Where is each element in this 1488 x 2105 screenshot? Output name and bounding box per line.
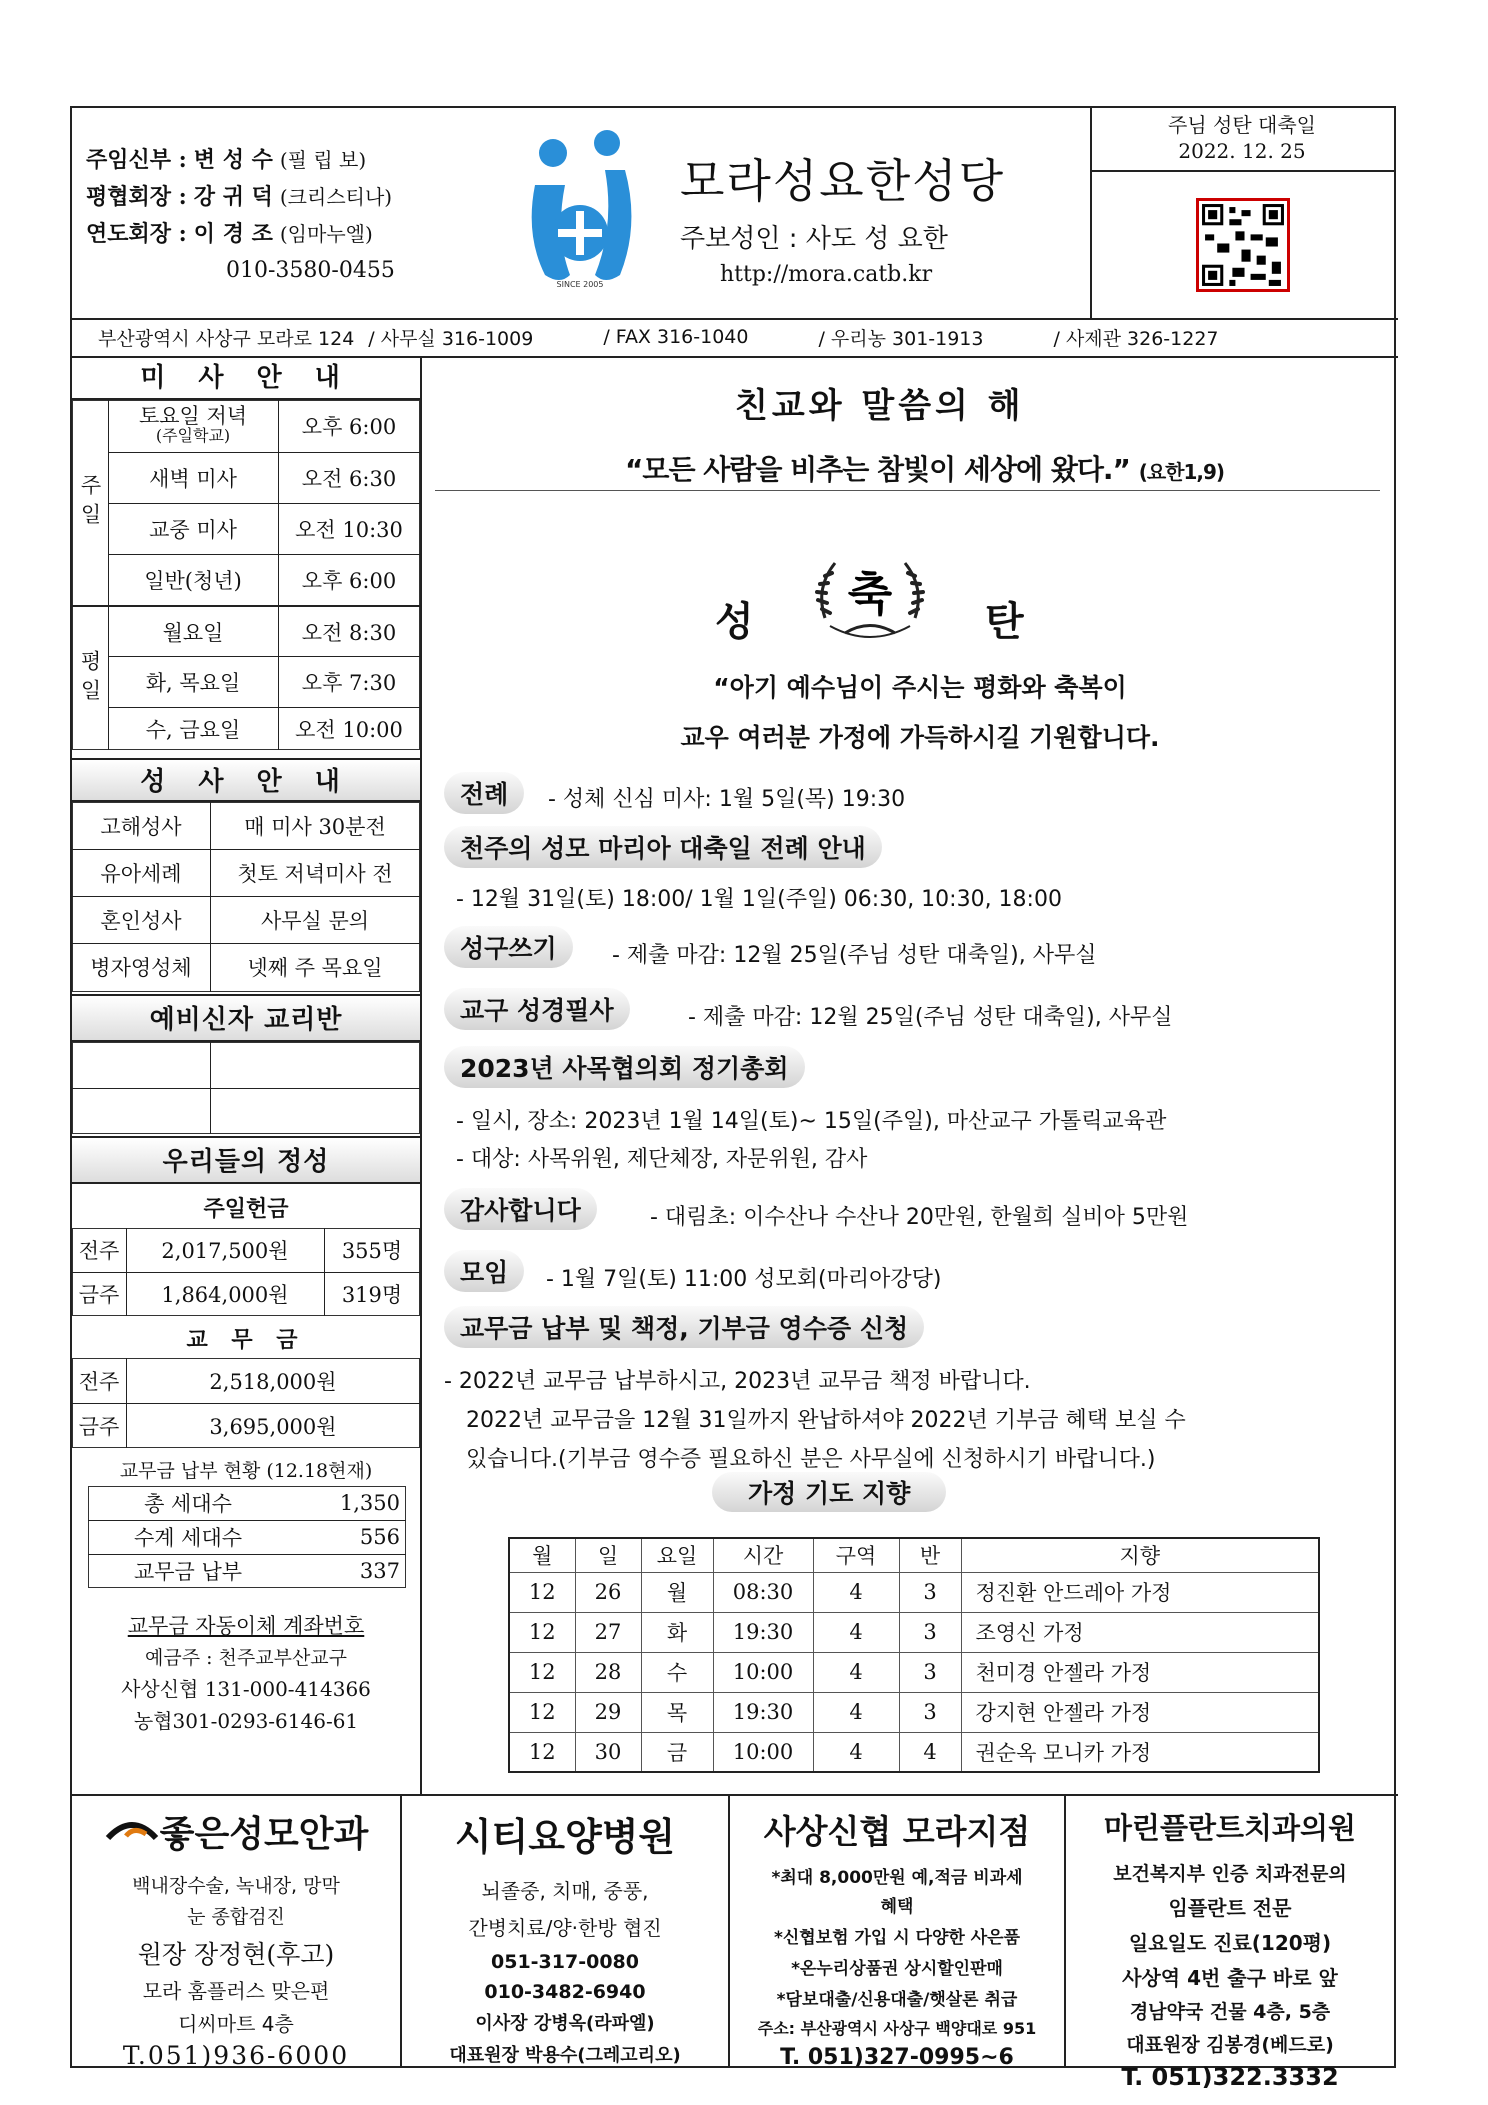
prayer-intention: 권순옥 모니카 가정 bbox=[961, 1732, 1319, 1772]
prayer-intention: 천미경 안젤라 가정 bbox=[961, 1652, 1319, 1692]
wreath-icon bbox=[805, 548, 935, 648]
quote-rule bbox=[435, 490, 1380, 491]
ad-line: 혜택 bbox=[880, 1897, 914, 1917]
item-transcription-title: 교구 성경필사 bbox=[444, 988, 630, 1030]
date-box bbox=[1090, 108, 1394, 172]
sacrament-value: 사무실 문의 bbox=[260, 908, 370, 933]
account-number-2: 농협301-0293-6146-61 bbox=[133, 1708, 359, 1733]
account-number-1: 사상신협 131-000-414366 bbox=[121, 1676, 371, 1701]
ad-line: *신협보험 가입 시 다양한 사은품 bbox=[773, 1928, 1021, 1948]
prayer-month: 12 bbox=[509, 1612, 575, 1652]
church-logo-icon bbox=[515, 125, 645, 290]
staff-pastor: 주임신부 : 변 성 수 (필 립 보) bbox=[86, 147, 367, 173]
item-mary-note: - 12월 31일(토) 18:00/ 1월 1일(주일) 06:30, 10:30, 18:00 bbox=[456, 887, 1062, 912]
ad-line: 이사장 강병옥(라파엘) bbox=[475, 2013, 655, 2034]
sacrament-name: 고해성사 bbox=[100, 814, 182, 839]
sacrament-value: 넷째 주 목요일 bbox=[247, 955, 383, 980]
sacrament-name: 병자영성체 bbox=[90, 955, 192, 980]
item-meeting-title: 모임 bbox=[444, 1250, 524, 1292]
mass-time: 오후 6:00 bbox=[301, 415, 397, 439]
ad-line: 010-3482-6940 bbox=[484, 1981, 646, 2003]
ad-eye-header bbox=[72, 1806, 400, 1857]
mass-title: 미 사 안 내 bbox=[140, 363, 352, 393]
mass-name: 수, 금요일 bbox=[145, 717, 241, 742]
status-value: 1,350 bbox=[339, 1491, 400, 1515]
offering-week: 전주 bbox=[78, 1239, 120, 1263]
prayer-day: 29 bbox=[575, 1692, 641, 1732]
ad-dental-title: 마린플란트치과의원 bbox=[1103, 1811, 1357, 1845]
prayer-day: 30 bbox=[575, 1732, 641, 1772]
item-liturgy-note: - 성체 신심 미사: 1월 5일(목) 19:30 bbox=[548, 787, 906, 812]
ad-line: 눈 종합검진 bbox=[187, 1906, 285, 1928]
ad-line: 일요일도 진료(120평) bbox=[1128, 1931, 1332, 1955]
catechumen-title: 예비신자 교리반 bbox=[72, 994, 420, 1042]
prayer-time: 10:00 bbox=[713, 1732, 813, 1772]
blessing-line-2: 교우 여러분 가정에 가득하시길 기원합니다. bbox=[680, 723, 1160, 752]
prayer-time: 08:30 bbox=[713, 1572, 813, 1612]
offering-amount: 1,864,000원 bbox=[161, 1283, 289, 1307]
sacrament-value: 첫토 저녁미사 전 bbox=[237, 861, 393, 886]
patron-saint: 주보성인 : 사도 성 요한 bbox=[680, 224, 948, 254]
ad-line: 백내장수술, 녹내장, 망막 bbox=[132, 1875, 340, 1897]
cat-row-rule bbox=[72, 1088, 420, 1089]
ad-line: *최대 8,000만원 예,적금 비과세 bbox=[771, 1868, 1023, 1888]
item-thanks-note: - 대림초: 이수산나 수산나 20만원, 한월희 실비아 5만원 bbox=[650, 1205, 1189, 1230]
item-council-title: 2023년 사목협의회 정기총회 bbox=[444, 1046, 805, 1088]
ad-line: T. 051)327-0995~6 bbox=[780, 2045, 1014, 2070]
prayer-month: 12 bbox=[509, 1692, 575, 1732]
prayer-month: 12 bbox=[509, 1652, 575, 1692]
table-row bbox=[509, 1732, 1319, 1772]
item-dues-note-3: 있습니다.(기부금 영수증 필요하신 분은 사무실에 신청하시기 바랍니다.) bbox=[466, 1447, 1156, 1472]
left-column-divider bbox=[420, 356, 422, 1794]
status-label: 교무금 납부 bbox=[133, 1560, 243, 1584]
year-quote: “모든 사람을 비추는 참빛이 세상에 왔다.” (요한1,9) bbox=[625, 453, 1225, 486]
prayer-intention: 강지현 안젤라 가정 bbox=[961, 1692, 1319, 1732]
prayer-title: 가정 기도 지향 bbox=[712, 1472, 946, 1512]
mass-time: 오전 10:00 bbox=[295, 717, 403, 742]
prayer-district: 4 bbox=[813, 1652, 899, 1692]
item-bible-verse-title: 성구쓰기 bbox=[444, 926, 573, 968]
prayer-group: 3 bbox=[899, 1572, 961, 1612]
ad-line: 대표원장 박용수(그레고리오) bbox=[449, 2045, 681, 2066]
address: 부산광역시 사상구 모라로 124 bbox=[98, 327, 355, 350]
sunday-label: 주일 bbox=[78, 473, 102, 532]
prayer-weekday: 목 bbox=[641, 1692, 713, 1732]
prayer-group: 3 bbox=[899, 1612, 961, 1652]
prayer-weekday: 월 bbox=[641, 1572, 713, 1612]
prayer-time: 19:30 bbox=[713, 1612, 813, 1652]
status-value: 556 bbox=[359, 1525, 400, 1549]
prayer-group: 4 bbox=[899, 1732, 961, 1772]
account-title: 교무금 자동이체 계좌번호 bbox=[127, 1614, 365, 1638]
prayer-weekday: 화 bbox=[641, 1612, 713, 1652]
table-row bbox=[509, 1692, 1319, 1732]
ad-eye-title: 좋은성모안과 bbox=[159, 1814, 369, 1855]
sacrament-name: 유아세례 bbox=[100, 861, 182, 886]
status-label: 수계 세대수 bbox=[133, 1526, 243, 1550]
dues-week: 전주 bbox=[78, 1369, 120, 1394]
mass-sunday-row: 토요일 저녁 (주일학교) bbox=[138, 404, 248, 445]
item-council-note-1: - 일시, 장소: 2023년 1월 14일(토)~ 15일(주일), 마산교구 가톨릭교육관 bbox=[456, 1109, 1167, 1134]
item-liturgy-title: 전례 bbox=[444, 772, 524, 814]
mass-time: 오전 10:30 bbox=[295, 517, 403, 542]
account-holder: 예금주 : 천주교부산교구 bbox=[144, 1646, 348, 1669]
offering-count: 319명 bbox=[341, 1283, 403, 1307]
ad-dental-clinic bbox=[1066, 1794, 1394, 2091]
mass-time: 오후 7:30 bbox=[301, 670, 397, 695]
prayer-intention: 정진환 안드레아 가정 bbox=[961, 1572, 1319, 1612]
prayer-table bbox=[508, 1537, 1320, 1773]
address-bottom-rule bbox=[70, 356, 1398, 358]
ad-credit-title: 사상신협 모라지점 bbox=[763, 1812, 1031, 1851]
table-row bbox=[509, 1572, 1319, 1612]
item-bible-verse-note: - 제출 마감: 12월 25일(주님 성탄 대축일), 사무실 bbox=[612, 943, 1097, 968]
offerings-title: 우리들의 정성 bbox=[72, 1136, 420, 1184]
col-intention: 지향 bbox=[961, 1538, 1319, 1572]
mass-time: 오전 6:30 bbox=[301, 466, 397, 491]
ad-city-hospital bbox=[402, 1794, 728, 2068]
dues-status-title: 교무금 납부 현황 (12.18현재) bbox=[119, 1459, 373, 1482]
blessing-line-1: “아기 예수님이 주시는 평화와 축복이 bbox=[713, 673, 1127, 702]
dues-amount: 2,518,000원 bbox=[209, 1369, 337, 1394]
prayer-district: 4 bbox=[813, 1612, 899, 1652]
church-name: 모라성요한성당 bbox=[680, 154, 1006, 208]
prayer-weekday: 수 bbox=[641, 1652, 713, 1692]
ad-line: 모라 홈플러스 맞은편 bbox=[142, 1979, 330, 2003]
ad-line: T.051)936-6000 bbox=[122, 2041, 350, 2070]
table-row bbox=[509, 1652, 1319, 1692]
ad-line: 대표원장 김봉경(베드로) bbox=[1126, 2034, 1334, 2056]
sacraments-title: 성 사 안 내 bbox=[72, 758, 420, 802]
ad-line: T. 051)322.3332 bbox=[1121, 2063, 1339, 2091]
item-meeting-note: - 1월 7일(토) 11:00 성모회(마리아강당) bbox=[546, 1267, 942, 1292]
offering-amount: 2,017,500원 bbox=[161, 1239, 289, 1263]
ad-line: 디씨마트 4층 bbox=[178, 2012, 294, 2036]
ad-line: 간병치료/양·한방 협진 bbox=[468, 1916, 662, 1940]
col-time: 시간 bbox=[713, 1538, 813, 1572]
dues-title: 교 무 금 bbox=[186, 1327, 306, 1353]
ad-credit-union bbox=[730, 1794, 1064, 2068]
address-bar bbox=[72, 318, 1394, 356]
ad-line: 보건복지부 인증 치과전문의 bbox=[1113, 1863, 1347, 1885]
prayer-district: 4 bbox=[813, 1732, 899, 1772]
mass-time: 오후 6:00 bbox=[301, 568, 397, 593]
ad-line: 뇌졸중, 치매, 중풍, bbox=[481, 1879, 649, 1903]
prayer-group: 3 bbox=[899, 1652, 961, 1692]
prayer-intention: 조영신 가정 bbox=[961, 1612, 1319, 1652]
fax: / FAX 316-1040 bbox=[603, 326, 749, 348]
prayer-time: 10:00 bbox=[713, 1652, 813, 1692]
xmas-center-char: 축 bbox=[847, 567, 893, 621]
urinong-phone: / 우리농 301-1913 bbox=[818, 327, 984, 350]
staff-list bbox=[86, 142, 395, 289]
rectory-phone: / 사제관 326-1227 bbox=[1053, 327, 1219, 350]
prayer-day: 26 bbox=[575, 1572, 641, 1612]
sacrament-name: 혼인성사 bbox=[100, 908, 182, 933]
status-value: 337 bbox=[359, 1559, 400, 1583]
item-dues-title: 교무금 납부 및 책정, 기부금 영수증 신청 bbox=[444, 1306, 924, 1348]
mass-time: 오전 8:30 bbox=[301, 620, 397, 645]
prayer-day: 27 bbox=[575, 1612, 641, 1652]
item-dues-note-2: 2022년 교무금을 12월 31일까지 완납하셔야 2022년 기부금 혜택 보실 수 bbox=[466, 1408, 1186, 1433]
offering-week: 금주 bbox=[78, 1283, 120, 1307]
office-phone: / 사무실 316-1009 bbox=[368, 327, 534, 350]
bulletin-date: 2022. 12. 25 bbox=[1178, 139, 1306, 163]
prayer-weekday: 금 bbox=[641, 1732, 713, 1772]
item-transcription-note: - 제출 마감: 12월 25일(주님 성탄 대축일), 사무실 bbox=[688, 1005, 1173, 1030]
website-link[interactable]: http://mora.catb.kr bbox=[720, 262, 933, 287]
mass-name: 월요일 bbox=[162, 620, 224, 645]
dues-amount: 3,695,000원 bbox=[209, 1414, 337, 1439]
prayer-month: 12 bbox=[509, 1572, 575, 1612]
prayer-month: 12 bbox=[509, 1732, 575, 1772]
item-council-note-2: - 대상: 사목위원, 제단체장, 자문위원, 감사 bbox=[456, 1147, 868, 1172]
col-group: 반 bbox=[899, 1538, 961, 1572]
sunday-offering-title: 주일헌금 bbox=[203, 1196, 289, 1222]
prayer-district: 4 bbox=[813, 1692, 899, 1732]
logo-since-text: SINCE 2005 bbox=[556, 280, 604, 289]
feast-name: 주님 성탄 대축일 bbox=[1168, 113, 1316, 137]
ad-city-title: 시티요양병원 bbox=[454, 1815, 676, 1859]
ad-line: 경남약국 건물 4층, 5층 bbox=[1129, 2001, 1331, 2023]
sacrament-value: 매 미사 30분전 bbox=[244, 814, 386, 839]
dues-week: 금주 bbox=[78, 1414, 120, 1439]
ad-line: *온누리상품권 상시할인판매 bbox=[791, 1959, 1003, 1979]
staff-prayer: 연도회장 : 이 경 조 (임마누엘) bbox=[86, 221, 373, 247]
offering-count: 355명 bbox=[341, 1239, 403, 1263]
ad-line: 사상역 4번 출구 바로 앞 bbox=[1122, 1966, 1338, 1990]
mass-name: 화, 목요일 bbox=[145, 670, 241, 695]
mass-name: 새벽 미사 bbox=[149, 466, 237, 491]
item-dues-note-1: - 2022년 교무금 납부하시고, 2023년 교무금 책정 바랍니다. bbox=[444, 1369, 1031, 1394]
staff-phone: 010-3580-0455 bbox=[226, 258, 395, 283]
status-label: 총 세대수 bbox=[144, 1492, 232, 1516]
prayer-header-row bbox=[509, 1538, 1319, 1572]
table-row bbox=[509, 1612, 1319, 1652]
year-title: 친교와 말씀의 해 bbox=[735, 386, 1025, 426]
ad-line: *담보대출/신용대출/햇살론 취급 bbox=[776, 1990, 1018, 2010]
qr-code-icon[interactable] bbox=[1196, 198, 1290, 292]
ad-line: 주소: 부산광역시 사상구 백양대로 951 bbox=[757, 2019, 1037, 2038]
ad-line: 임플란트 전문 bbox=[1168, 1896, 1292, 1920]
prayer-group: 3 bbox=[899, 1692, 961, 1732]
mass-name: 일반(청년) bbox=[144, 568, 242, 593]
prayer-time: 19:30 bbox=[713, 1692, 813, 1732]
ad-line: 원장 장정현(후고) bbox=[137, 1940, 335, 1969]
xmas-right-char: 탄 bbox=[985, 599, 1024, 645]
ad-eye-clinic bbox=[72, 1794, 400, 2068]
col-weekday: 요일 bbox=[641, 1538, 713, 1572]
prayer-day: 28 bbox=[575, 1652, 641, 1692]
staff-council: 평협회장 : 강 귀 덕 (크리스티나) bbox=[86, 184, 393, 210]
weekday-label: 평일 bbox=[78, 649, 102, 708]
eye-logo-icon bbox=[104, 1812, 160, 1852]
item-thanks-title: 감사합니다 bbox=[444, 1188, 597, 1230]
xmas-left-char: 성 bbox=[715, 599, 754, 645]
prayer-district: 4 bbox=[813, 1572, 899, 1612]
ad-line: 051-317-0080 bbox=[491, 1951, 639, 1973]
mass-name: 교중 미사 bbox=[149, 517, 237, 542]
col-month: 월 bbox=[509, 1538, 575, 1572]
item-mary-title: 천주의 성모 마리아 대축일 전례 안내 bbox=[444, 826, 882, 868]
col-district: 구역 bbox=[813, 1538, 899, 1572]
col-day: 일 bbox=[575, 1538, 641, 1572]
